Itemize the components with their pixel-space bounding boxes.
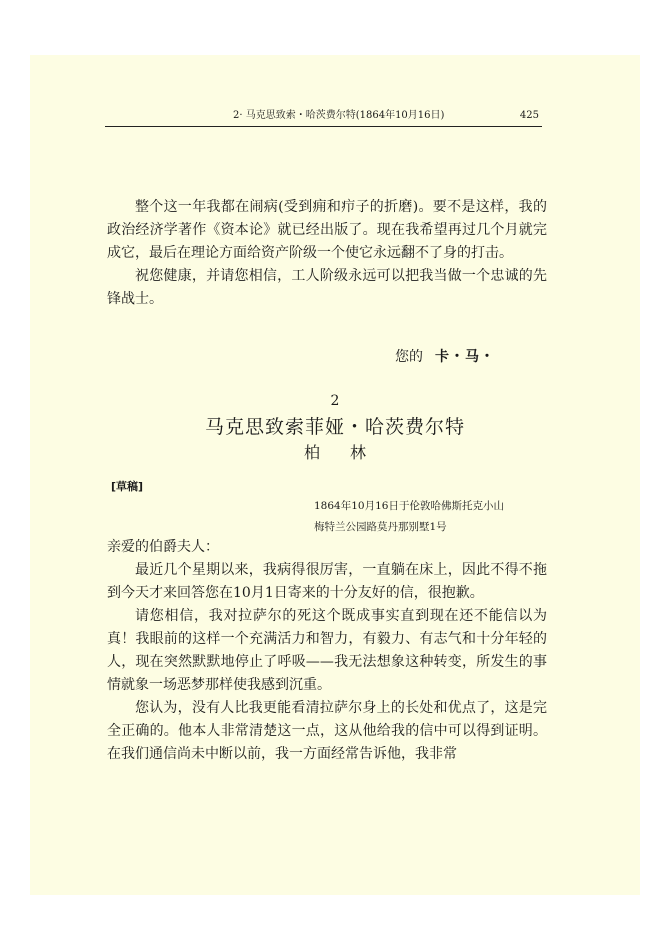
letter-paragraph-3: 您认为，没有人比我更能看清拉萨尔身上的长处和优点了，这是完全正确的。他本人非常清楚这一点，这从他给我的信中可以得到证明。在我们通信尚未中断以前，我一方面经常告诉他，我非常	[107, 700, 547, 762]
page-number: 425	[519, 110, 539, 121]
letter-paragraph-1: 最近几个星期以来，我病得很厉害，一直躺在床上，因此不得不拖到今天才来回答您在10月1日寄来的十分友好的信，很抱歉。	[107, 562, 547, 601]
previous-letter-paragraph-2: 祝您健康，并请您相信，工人阶级永远可以把我当做一个忠诚的先锋战士。	[107, 268, 547, 307]
letter-body	[107, 559, 547, 766]
running-head-title: 2· 马克思致索・哈茨费尔特(1864年10月16日)	[233, 110, 445, 121]
dateline-line-1: 1864年10月16日于伦敦哈佛斯托克小山	[314, 500, 504, 512]
dateline-line-2: 梅特兰公园路莫丹那别墅1号	[314, 521, 447, 533]
signature-name: 卡・马・	[435, 349, 495, 365]
letter-recipient-place: 柏林	[303, 443, 396, 462]
running-head	[105, 107, 542, 127]
previous-letter-paragraph-1: 整个这一年我都在闹病(受到痈和疖子的折磨)。要不是这样，我的政治经济学著作《资本论》就已经出版了。现在我希望再过几个月就完成它，最后在理论方面给资产阶级一个使它永远翻不了身的打击。	[107, 199, 547, 261]
signature-block	[395, 347, 495, 367]
letter-title: 马克思致索菲娅・哈茨费尔特	[204, 416, 465, 438]
previous-letter-body	[107, 196, 547, 311]
header-rule	[105, 126, 542, 127]
draft-tag: [草稿]	[111, 480, 144, 493]
signoff-prefix: 您的	[395, 349, 423, 365]
dateline	[314, 496, 504, 538]
book-page	[30, 55, 640, 895]
letter-paragraph-2: 请您相信，我对拉萨尔的死这个既成事实直到现在还不能信以为真！我眼前的这样一个充满活力和智力，有毅力、有志气和十分年轻的人，现在突然默默地停止了呼吸——我无法想象这种转变，所发生的事情就象一场恶梦那样使我感到沉重。	[107, 608, 547, 693]
letter-number: 2	[330, 393, 340, 409]
salutation: 亲爱的伯爵夫人：	[107, 539, 219, 555]
